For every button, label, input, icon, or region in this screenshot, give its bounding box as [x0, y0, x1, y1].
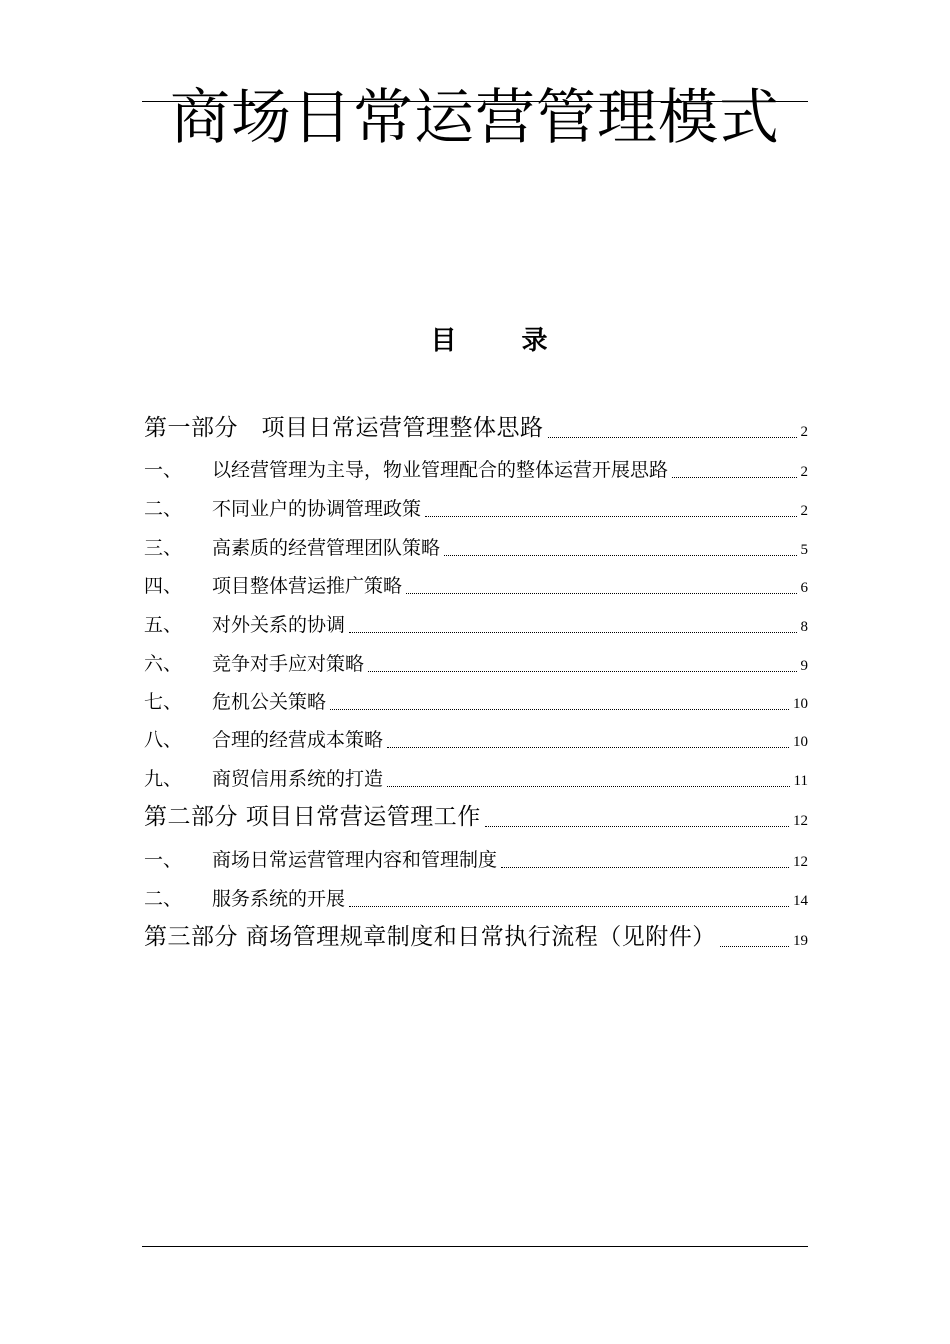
toc-entry-title: 竞争对手应对策略	[212, 653, 365, 675]
toc-entry[interactable]	[144, 917, 808, 951]
toc-entry[interactable]	[144, 797, 808, 831]
toc-entry[interactable]	[144, 646, 808, 676]
toc-entry-page: 8	[800, 619, 808, 635]
toc-entry[interactable]	[144, 452, 808, 482]
toc-dot-leader	[349, 632, 796, 633]
toc-entry[interactable]	[144, 881, 808, 911]
toc-entry[interactable]	[144, 722, 808, 752]
toc-entry-page: 6	[800, 580, 808, 596]
toc-entry-number: 一、	[144, 849, 183, 871]
toc-entry[interactable]	[144, 842, 808, 872]
toc-dot-leader	[501, 867, 789, 868]
toc-entry-title: 服务系统的开展	[212, 888, 346, 910]
toc-dot-leader	[425, 516, 796, 517]
toc-dot-leader	[387, 747, 789, 748]
toc-entry[interactable]	[144, 568, 808, 598]
toc-entry-number: 一、	[144, 459, 183, 481]
document-title: 商场日常运营管理模式	[170, 83, 780, 153]
toc-entry-page: 19	[793, 933, 808, 949]
toc-entry[interactable]	[144, 408, 808, 442]
toc-dot-leader	[330, 709, 789, 710]
toc-entry-page: 10	[793, 734, 808, 750]
toc-entry-page: 12	[793, 813, 808, 829]
toc-dot-leader	[444, 555, 796, 556]
toc-dot-leader	[368, 671, 796, 672]
toc-entry-number: 五、	[144, 614, 183, 636]
toc-entry-page: 2	[800, 424, 808, 440]
toc-entry-page: 5	[800, 542, 808, 558]
toc-entry-number: 二、	[144, 888, 183, 910]
toc-entry-number: 八、	[144, 729, 183, 751]
toc-entry-number: 九、	[144, 768, 183, 790]
toc-entry-page: 11	[793, 773, 808, 789]
toc-dot-leader	[485, 826, 789, 827]
toc-entry[interactable]	[144, 607, 808, 637]
toc-heading: 目 录	[430, 326, 576, 356]
toc-entry-number: 七、	[144, 691, 183, 713]
toc-entry-title: 危机公关策略	[212, 691, 327, 713]
toc-entry[interactable]	[144, 684, 808, 714]
toc-entry-page: 14	[793, 893, 808, 909]
toc-dot-leader	[387, 786, 790, 787]
toc-entry-page: 12	[793, 854, 808, 870]
footer-rule	[142, 1246, 808, 1247]
toc-entry-title: 高素质的经营管理团队策略	[212, 537, 441, 559]
toc-dot-leader	[349, 906, 789, 907]
toc-entry-title: 第一部分 项目日常运营管理整体思路	[144, 415, 544, 441]
toc-entry-title: 第三部分 商场管理规章制度和日常执行流程（见附件）	[144, 924, 716, 950]
toc-entry-page: 2	[800, 503, 808, 519]
toc-entry-title: 合理的经营成本策略	[212, 729, 384, 751]
toc-entry-number: 三、	[144, 537, 183, 559]
toc-entry-number: 四、	[144, 575, 183, 597]
toc-entry-page: 10	[793, 696, 808, 712]
toc-dot-leader	[548, 437, 797, 438]
toc-entry-title: 项目整体营运推广策略	[212, 575, 403, 597]
toc-dot-leader	[720, 946, 789, 947]
toc-entry-page: 2	[800, 464, 808, 480]
toc-entry[interactable]	[144, 761, 808, 791]
toc-entry[interactable]	[144, 491, 808, 521]
toc-entry-title: 第二部分 项目日常营运管理工作	[144, 804, 481, 830]
toc-entry-number: 二、	[144, 498, 183, 520]
toc-entry-title: 不同业户的协调管理政策	[212, 498, 422, 520]
toc-entry[interactable]	[144, 530, 808, 560]
toc-dot-leader	[406, 593, 796, 594]
toc-entry-title: 商场日常运营管理内容和管理制度	[212, 849, 498, 871]
toc-dot-leader	[672, 477, 796, 478]
toc-entry-title: 商贸信用系统的打造	[212, 768, 384, 790]
toc-entry-title: 以经营管理为主导，物业管理配合的整体运营开展思路	[212, 459, 669, 481]
toc-entry-title: 对外关系的协调	[212, 614, 346, 636]
toc-entry-number: 六、	[144, 653, 183, 675]
toc-entry-page: 9	[800, 658, 808, 674]
